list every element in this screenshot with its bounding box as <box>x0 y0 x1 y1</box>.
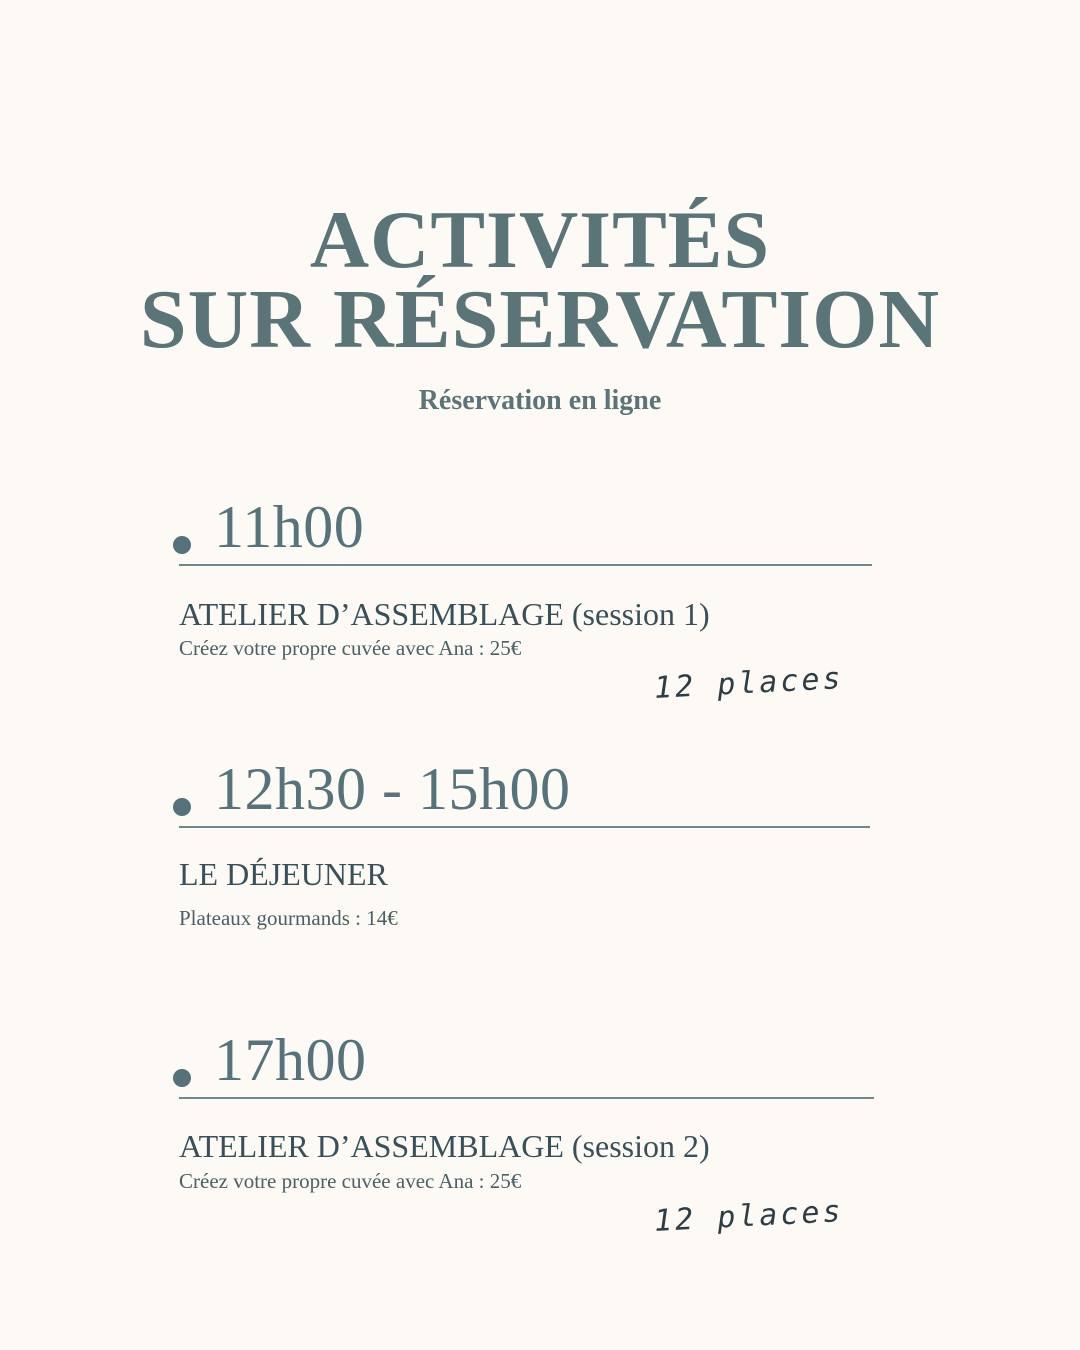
slot-time: 17h00 <box>214 1027 367 1093</box>
schedule-slot-2 <box>170 756 880 960</box>
divider-line <box>179 564 872 566</box>
slot-header <box>170 1027 880 1101</box>
activity-description: Créez votre propre cuvée avec Ana : 25€ <box>179 1169 522 1193</box>
slot-time: 11h00 <box>214 494 365 560</box>
page-title-line-1: ACTIVITÉS <box>309 194 771 285</box>
schedule-slot-1 <box>170 494 880 718</box>
activity-title: LE DÉJEUNER <box>179 856 388 892</box>
slot-time: 12h30 - 15h00 <box>214 756 571 822</box>
slot-header <box>170 494 880 568</box>
page-title-line-2: SUR RÉSERVATION <box>139 273 941 366</box>
bullet-dot-icon <box>173 536 191 554</box>
activity-title: ATELIER D’ASSEMBLAGE (session 1) <box>179 596 710 632</box>
activity-description: Plateaux gourmands : 14€ <box>179 906 398 930</box>
divider-line <box>179 1097 874 1099</box>
activity-description: Créez votre propre cuvée avec Ana : 25€ <box>179 636 522 660</box>
slot-header <box>170 756 880 830</box>
activity-title: ATELIER D’ASSEMBLAGE (session 2) <box>179 1128 710 1164</box>
bullet-dot-icon <box>173 1069 191 1087</box>
bullet-dot-icon <box>173 798 191 816</box>
booking-online-subtitle: Réservation en ligne <box>418 385 662 416</box>
schedule-slot-3 <box>170 1027 880 1251</box>
divider-line <box>179 826 870 828</box>
places-handwritten-note: 12 places <box>653 661 845 706</box>
places-handwritten-note: 12 places <box>653 1194 845 1239</box>
